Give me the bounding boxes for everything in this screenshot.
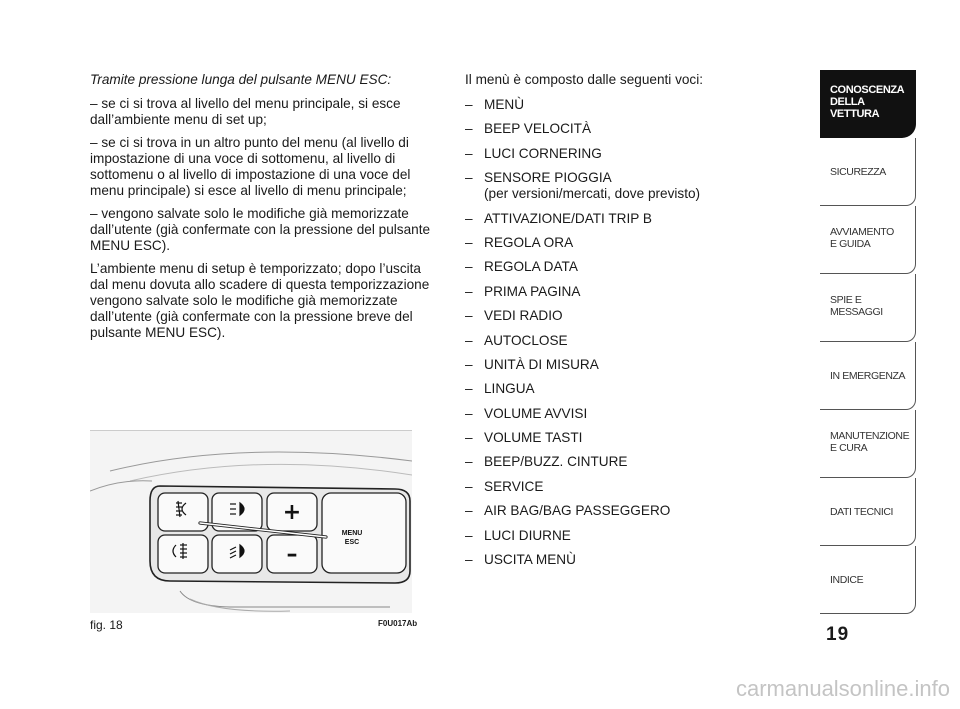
item-label: SERVICE bbox=[484, 478, 544, 494]
tab-manutenzione-e-cura[interactable]: MANUTENZIONE E CURA bbox=[820, 410, 916, 478]
figure-code: F0U017Ab bbox=[378, 619, 418, 628]
item-label: BEEP VELOCITÀ bbox=[484, 121, 592, 137]
list-item: – AIR BAG/BAG PASSEGGERO bbox=[465, 503, 671, 519]
item-label: AIR BAG/BAG PASSEGGERO bbox=[484, 503, 671, 519]
item-label: VOLUME AVVISI bbox=[484, 405, 588, 421]
list-item: – LUCI DIURNE bbox=[465, 527, 571, 543]
tab-avviamento-e-guida[interactable]: AVVIAMENTO E GUIDA bbox=[820, 206, 916, 274]
list-item: – BEEP VELOCITÀ bbox=[465, 121, 592, 137]
list-item: – REGOLA DATA bbox=[465, 259, 578, 275]
item-label: VOLUME TASTI bbox=[484, 430, 583, 446]
tab-conoscenza-della-vettura[interactable]: CONOSCENZA DELLA VETTURA bbox=[820, 70, 916, 138]
item-label: LUCI DIURNE bbox=[484, 527, 571, 543]
menu-label: MENU bbox=[341, 530, 363, 537]
menu-column bbox=[465, 72, 785, 576]
intro-text: Tramite pressione lunga del pulsante MENU ESC: bbox=[90, 72, 392, 87]
section-tabs bbox=[820, 70, 916, 614]
dashboard-buttons-illustration bbox=[90, 430, 412, 613]
tab-dati-tecnici[interactable]: DATI TECNICI bbox=[820, 478, 916, 546]
item-label: LINGUA bbox=[484, 381, 535, 397]
item-label: SENSORE PIOGGIA bbox=[484, 170, 612, 186]
list-item: – VOLUME TASTI bbox=[465, 430, 583, 446]
list-item: – LINGUA bbox=[465, 381, 535, 397]
list-item: – ATTIVAZIONE/DATI TRIP B bbox=[465, 210, 652, 226]
menu-intro: Il menù è composto dalle seguenti voci: bbox=[465, 72, 704, 87]
list-item: – REGOLA ORA bbox=[465, 234, 574, 250]
item-label: ATTIVAZIONE/DATI TRIP B bbox=[484, 210, 652, 226]
list-item: – SENSORE PIOGGIA (per versioni/mercati, dove previsto) bbox=[465, 170, 701, 202]
list-item: – SERVICE bbox=[465, 478, 544, 494]
left-text-column bbox=[90, 72, 442, 348]
item-label: VEDI RADIO bbox=[484, 308, 563, 324]
paragraph: L’ambiente menu di setup è temporizzato; dopo l’uscita dal menu dovuta allo scadere di questa temporizzazione vengono salvate solo le modifiche già memorizzate dall’utente (già confermate con la pressione breve del pulsante MENU ESC). bbox=[90, 261, 430, 340]
list-item: – VEDI RADIO bbox=[465, 308, 563, 324]
item-note: (per versioni/mercati, dove previsto) bbox=[484, 186, 701, 202]
tab-spie-e-messaggi[interactable]: SPIE E MESSAGGI bbox=[820, 274, 916, 342]
list-item: – BEEP/BUZZ. CINTURE bbox=[465, 454, 628, 470]
menu-list bbox=[465, 97, 785, 568]
tab-sicurezza[interactable]: SICUREZZA bbox=[820, 138, 916, 206]
tab-in-emergenza[interactable]: IN EMERGENZA bbox=[820, 342, 916, 410]
item-label: REGOLA DATA bbox=[484, 259, 578, 275]
watermark: carmanualsonline.info bbox=[735, 676, 950, 701]
list-item: – LUCI CORNERING bbox=[465, 145, 602, 161]
paragraph: – se ci si trova in un altro punto del menu (al livello di impostazione di una voce di sottomenu, al livello di sottomenu o al livello di impostazione di una voce del menu principale) si esce al livello di menu principale; bbox=[90, 135, 411, 198]
paragraph: – se ci si trova al livello del menu principale, si esce dall’ambiente menu di set up; bbox=[90, 96, 401, 127]
list-item: – PRIMA PAGINA bbox=[465, 283, 581, 299]
minus-label: – bbox=[286, 542, 298, 567]
list-item: – VOLUME AVVISI bbox=[465, 405, 588, 421]
esc-label: ESC bbox=[344, 539, 360, 546]
item-label: PRIMA PAGINA bbox=[484, 283, 581, 299]
item-label: BEEP/BUZZ. CINTURE bbox=[484, 454, 628, 470]
item-label: MENÙ bbox=[484, 97, 525, 112]
item-label: AUTOCLOSE bbox=[484, 332, 568, 348]
figure-caption: fig. 18 bbox=[90, 618, 123, 632]
tab-indice[interactable]: INDICE bbox=[820, 546, 916, 614]
item-label: UNITÀ DI MISURA bbox=[484, 356, 599, 372]
list-item: – UNITÀ DI MISURA bbox=[465, 356, 599, 372]
list-item: – MENÙ bbox=[465, 97, 525, 112]
list-item: – USCITA MENÙ bbox=[465, 552, 576, 568]
item-label: USCITA MENÙ bbox=[484, 552, 576, 568]
plus-label: + bbox=[282, 500, 302, 525]
item-label: REGOLA ORA bbox=[484, 234, 574, 250]
list-item: – AUTOCLOSE bbox=[465, 332, 568, 348]
page-number: 19 bbox=[826, 624, 850, 645]
item-label: LUCI CORNERING bbox=[484, 145, 602, 161]
paragraph: – vengono salvate solo le modifiche già memorizzate dall’utente (già confermate con la pressione del pulsante MENU ESC). bbox=[90, 206, 431, 253]
